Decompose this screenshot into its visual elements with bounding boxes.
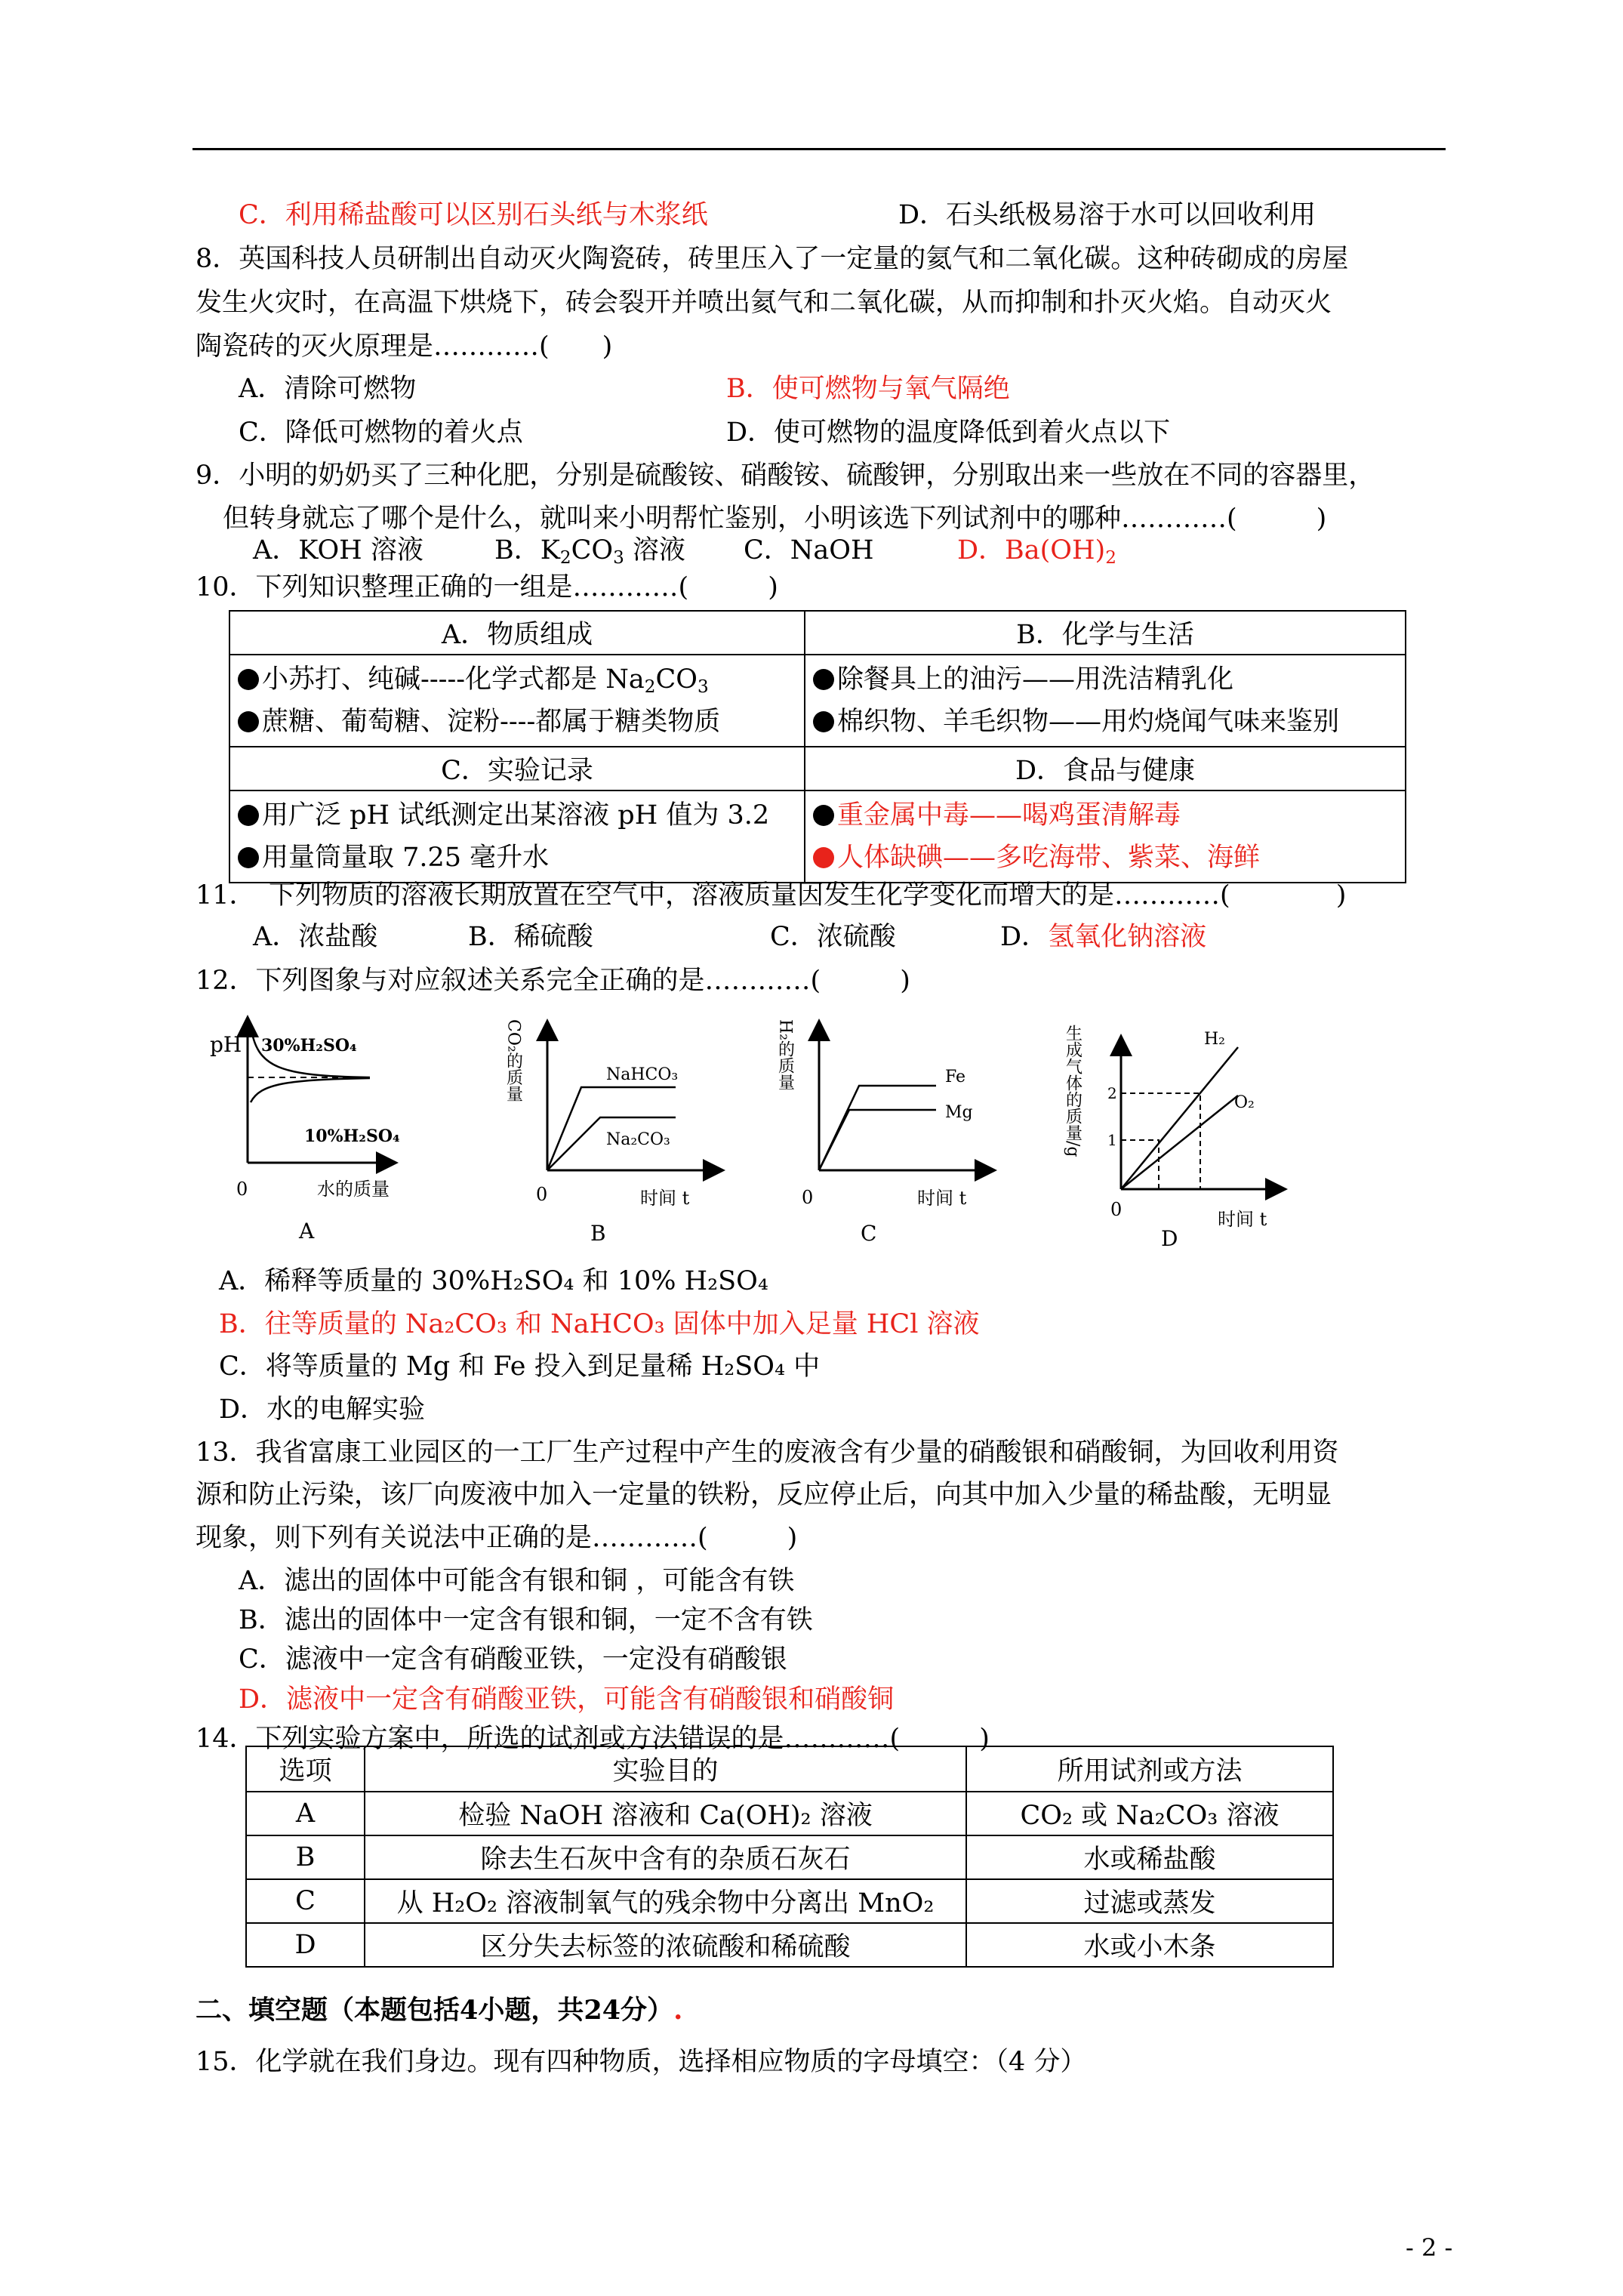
bullet-icon	[238, 711, 259, 732]
chart-b-curve1: NaHCO₃	[606, 1065, 679, 1084]
bullet-icon	[813, 669, 834, 690]
q8-stem-line3: 陶瓷砖的灭火原理是…………( )	[196, 331, 613, 362]
q10-c-item2: 用量筒量取 7.25 毫升水	[262, 843, 550, 873]
table-row	[246, 1879, 1333, 1923]
q13-option-b: B．滤出的固体中一定含有银和铜，一定不含有铁	[239, 1605, 813, 1635]
section-2-dot: .	[673, 1995, 683, 2026]
q14-row-a-purpose: 检验 NaOH 溶液和 Ca(OH)₂ 溶液	[365, 1792, 966, 1835]
q15-stem: 15．化学就在我们身边。现有四种物质，选择相应物质的字母填空：（4 分）	[196, 2047, 1087, 2077]
chart-a-caption: A	[299, 1219, 315, 1244]
q10-table	[229, 610, 1406, 883]
chart-d-ylabel: 生成气体的质量/g	[1063, 1025, 1083, 1157]
series-fe	[819, 1086, 936, 1170]
q9-option-c: C．NaOH	[744, 535, 874, 566]
q9-stem-line2: 但转身就忘了哪个是什么，就叫来小明帮忙鉴别，小明该选下列试剂中的哪种…………( )	[223, 504, 1327, 534]
chart-d-caption: D	[1161, 1226, 1178, 1251]
q10-b-item1: 除餐具上的油污——用洗洁精乳化	[837, 664, 1234, 695]
q14-row-d-method: 水或小木条	[966, 1923, 1333, 1967]
chart-d-curve1: H₂	[1204, 1030, 1226, 1049]
q8-option-c: C．降低可燃物的着火点	[239, 418, 523, 448]
series-mg	[819, 1110, 936, 1170]
q13-option-a: A．滤出的固体中可能含有银和铜 ，可能含有铁	[239, 1566, 795, 1596]
chart-c-ylabel: H₂的质量	[775, 1019, 795, 1091]
section-2-title: 二、填空题（本题包括4小题，共24分）.	[196, 1995, 683, 2026]
bullet-icon	[238, 847, 259, 868]
header-rule	[192, 148, 1446, 150]
chart-d	[1063, 1015, 1295, 1265]
q7-option-c: C．利用稀盐酸可以区别石头纸与木浆纸	[239, 200, 708, 230]
q10-a-item2: 蔗糖、葡萄糖、淀粉----都属于糖类物质	[262, 707, 721, 737]
q9-option-a: A．KOH 溶液	[253, 535, 423, 566]
q14-row-d-purpose: 区分失去标签的浓硫酸和稀硫酸	[365, 1923, 966, 1967]
page-number: - 2 -	[1406, 2233, 1453, 2262]
chart-a-curve2: 10%H₂SO₄	[304, 1126, 400, 1146]
q10-b-header: B．化学与生活	[805, 611, 1406, 655]
q14-row-a-option: A	[246, 1792, 365, 1835]
chart-b-caption: B	[590, 1221, 606, 1246]
chart-a-curve1: 30%H₂SO₄	[261, 1036, 357, 1056]
q9-option-b: B．$K_2CO_3$ 溶液	[494, 535, 685, 568]
chart-c-curve2: Mg	[945, 1103, 973, 1122]
curve-10	[251, 1078, 370, 1102]
series-o2	[1121, 1096, 1238, 1189]
chart-b	[506, 1004, 732, 1253]
q9-stem-line1: 9．小明的奶奶买了三种化肥，分别是硫酸铵、硝酸铵、硫酸钾，分别取出来一些放在不同的容器里，	[196, 461, 1375, 491]
q14-header-option: 选项	[246, 1746, 365, 1792]
chart-a-xlabel: 水的质量	[317, 1179, 390, 1200]
q10-c-item1: 用广泛 pH 试纸测定出某溶液 pH 值为 3.2	[262, 800, 770, 831]
q14-row-b-option: B	[246, 1835, 365, 1879]
chart-c-caption: C	[861, 1221, 877, 1246]
q8-stem-line2: 发生火灾时，在高温下烘烧下，砖会裂开并喷出氦气和二氧化碳，从而抑制和扑灭火焰。自动灭火	[196, 288, 1332, 318]
q14-header-method: 所用试剂或方法	[966, 1746, 1333, 1792]
q13-option-d: D．滤液中一定含有硝酸亚铁，可能含有硝酸银和硝酸铜	[239, 1684, 895, 1715]
q14-row-c-purpose: 从 H₂O₂ 溶液制氧气的残余物中分离出 MnO₂	[365, 1879, 966, 1923]
q12-option-d: D．水的电解实验	[219, 1395, 426, 1425]
chart-d-tick1: 1	[1107, 1131, 1117, 1149]
q10-c-items	[229, 791, 805, 883]
q13-stem-line1: 13．我省富康工业园区的一工厂生产过程中产生的废液含有少量的硝酸银和硝酸铜，为回收利用资	[196, 1438, 1339, 1468]
chart-b-xlabel: 时间 t	[640, 1188, 690, 1209]
q10-a-header: A．物质组成	[229, 611, 805, 655]
chart-b-curve2: Na₂CO₃	[606, 1130, 670, 1149]
table-row	[246, 1835, 1333, 1879]
q10-d-header: D．食品与健康	[805, 747, 1406, 791]
q8-stem-line1: 8．英国科技人员研制出自动灭火陶瓷砖，砖里压入了一定量的氦气和二氧化碳。这种砖砌成的房屋	[196, 244, 1349, 274]
q14-table	[245, 1746, 1334, 1968]
q10-d-item1: 重金属中毒——喝鸡蛋清解毒	[837, 800, 1181, 831]
series-nahco3	[547, 1087, 676, 1170]
q10-a-items	[229, 655, 805, 747]
q11-option-d: 氢氧化钠溶液	[1048, 922, 1207, 952]
chart-d-xlabel: 时间 t	[1218, 1209, 1267, 1230]
bullet-icon	[813, 711, 834, 732]
q14-row-c-option: C	[246, 1879, 365, 1923]
chart-c-xlabel: 时间 t	[917, 1188, 967, 1209]
table-row	[246, 1792, 1333, 1835]
series-h2	[1121, 1047, 1238, 1189]
chart-d-curve2: O₂	[1234, 1093, 1255, 1112]
q11-option-b: B．稀硫酸	[468, 922, 593, 952]
q11-stem: 11． 下列物质的溶液长期放置在空气中，溶液质量因发生化学变化而增大的是…………( )	[196, 880, 1347, 911]
q10-d-items	[805, 791, 1406, 883]
q8-option-b: B．使可燃物与氧气隔绝	[726, 374, 1010, 404]
q12-option-b: B．往等质量的 Na₂CO₃ 和 NaHCO₃ 固体中加入足量 HCl 溶液	[219, 1309, 980, 1339]
q14-row-b-method: 水或稀盐酸	[966, 1835, 1333, 1879]
q11-option-d-label: D．氢氧化钠溶液	[1000, 922, 1207, 952]
q10-a-item1: 小苏打、纯碱-----化学式都是 $Na_2CO_3$	[262, 664, 709, 697]
q8-option-d: D．使可燃物的温度降低到着火点以下	[726, 418, 1171, 448]
bullet-icon	[238, 669, 259, 690]
table-row	[246, 1923, 1333, 1967]
q10-b-items	[805, 655, 1406, 747]
q8-option-a: A．清除可燃物	[239, 374, 417, 404]
q14-row-a-method: CO₂ 或 Na₂CO₃ 溶液	[966, 1792, 1333, 1835]
bullet-icon	[238, 805, 259, 826]
chart-c-curve1: Fe	[945, 1068, 966, 1086]
bullet-icon	[813, 805, 834, 826]
q10-stem: 10．下列知识整理正确的一组是…………( )	[196, 572, 778, 603]
q13-stem-line2: 源和防止污染，该厂向废液中加入一定量的铁粉，反应停止后，向其中加入少量的稀盐酸，无明显	[196, 1480, 1332, 1510]
chart-b-ylabel: CO₂的质量	[504, 1019, 523, 1102]
q14-row-b-purpose: 除去生石灰中含有的杂质石灰石	[365, 1835, 966, 1879]
q13-stem-line3: 现象，则下列有关说法中正确的是…………( )	[196, 1523, 798, 1553]
q14-stem: 14．下列实验方案中，所选的试剂或方法错误的是…………( )	[196, 1724, 990, 1754]
chart-d-origin: 0	[1110, 1199, 1123, 1220]
q10-c-header: C．实验记录	[229, 747, 805, 791]
q10-d-item2: 人体缺碘——多吃海带、紫菜、海鲜	[837, 843, 1261, 873]
chart-b-origin: 0	[536, 1184, 548, 1205]
q14-row-d-option: D	[246, 1923, 365, 1967]
q12-option-a: A．稀释等质量的 30%H₂SO₄ 和 10% H₂SO₄	[219, 1266, 768, 1296]
q10-b-item2: 棉织物、羊毛织物——用灼烧闻气味来鉴别	[837, 707, 1340, 737]
q14-header-purpose: 实验目的	[365, 1746, 966, 1792]
q11-option-a: A．浓盐酸	[253, 922, 378, 952]
q11-option-c: C．浓硫酸	[770, 922, 896, 952]
chart-a-ylabel: pH	[210, 1032, 242, 1057]
chart-a	[204, 1012, 408, 1253]
q7-option-d: D．石头纸极易溶于水可以回收利用	[898, 200, 1317, 230]
chart-a-origin: 0	[236, 1179, 248, 1200]
q14-row-c-method: 过滤或蒸发	[966, 1879, 1333, 1923]
q12-option-c: C．将等质量的 Mg 和 Fe 投入到足量稀 H₂SO₄ 中	[219, 1351, 821, 1382]
bullet-icon	[813, 847, 834, 868]
chart-c-origin: 0	[802, 1187, 814, 1208]
q12-stem: 12．下列图象与对应叙述关系完全正确的是…………( )	[196, 966, 910, 996]
q9-option-d: D．$Ba(OH)_2$	[957, 535, 1116, 568]
chart-d-tick2: 2	[1107, 1084, 1117, 1102]
chart-c	[775, 1004, 1004, 1253]
q13-option-c: C．滤液中一定含有硝酸亚铁，一定没有硝酸银	[239, 1644, 787, 1675]
